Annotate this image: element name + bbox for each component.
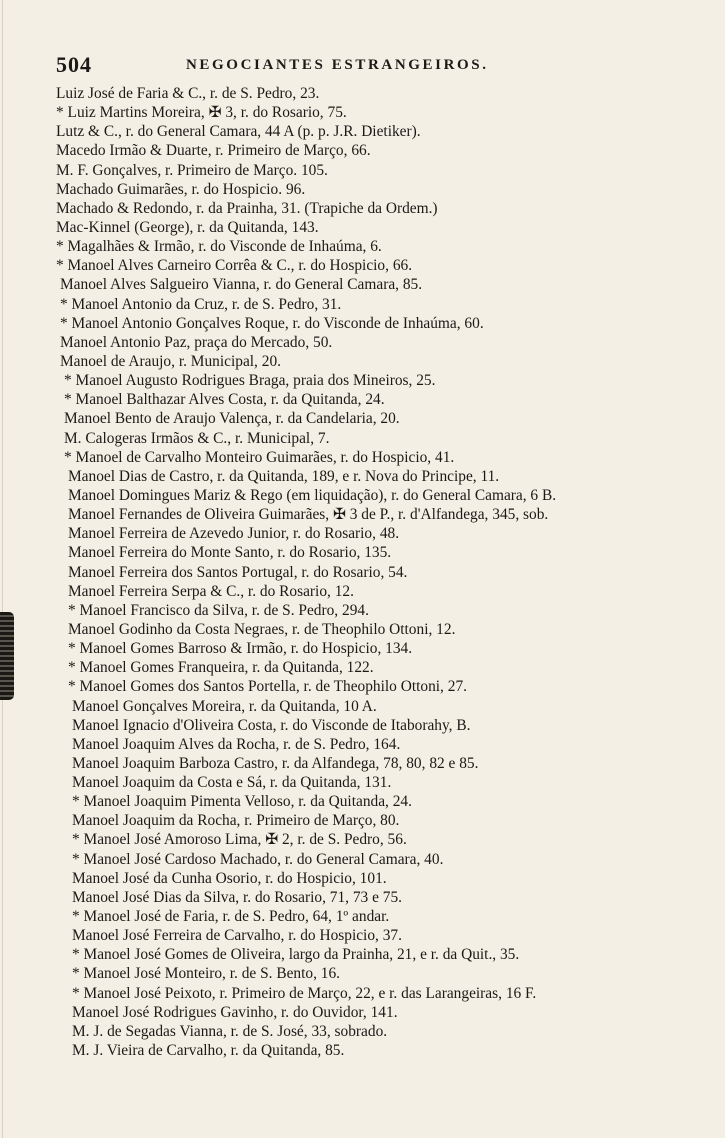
directory-entry: Manoel Gonçalves Moreira, r. da Quitanda, 10 A. [72, 697, 377, 715]
page-header [56, 52, 656, 78]
directory-entry: Manoel Fernandes de Oliveira Guimarães, ✠ 3 de P., r. d'Alfandega, 345, sob. [68, 506, 549, 524]
directory-entry: Luiz José de Faria & C., r. de S. Pedro, 23. [56, 85, 320, 102]
directory-entry: Machado Guimarães, r. do Hospicio. 96. [56, 180, 306, 198]
directory-entry: * Manoel José de Faria, r. de S. Pedro, 64, 1º andar. [72, 908, 390, 926]
directory-entry: * Manoel de Carvalho Monteiro Guimarães, r. do Hospicio, 41. [64, 448, 455, 466]
directory-entry: Manoel Joaquim da Rocha, r. Primeiro de Março, 80. [72, 812, 400, 830]
directory-entry: Macedo Irmão & Duarte, r. Primeiro de Março, 66. [56, 142, 371, 160]
directory-entry: Manoel Joaquim Alves da Rocha, r. de S. Pedro, 164. [72, 735, 401, 753]
directory-entry: * Manoel Antonio Gonçalves Roque, r. do Visconde de Inhaúma, 60. [60, 314, 484, 332]
directory-entry: * Manoel José Amoroso Lima, ✠ 2, r. de S. Pedro, 56. [72, 831, 407, 849]
directory-entry: * Manoel Gomes Franqueira, r. da Quitanda, 122. [68, 659, 374, 677]
directory-entry: Lutz & C., r. do General Camara, 44 A (p. p. J.R. Dietiker). [56, 123, 421, 141]
directory-entry: * Manoel Joaquim Pimenta Velloso, r. da Quitanda, 24. [72, 793, 412, 811]
directory-entry: Mac-Kinnel (George), r. da Quitanda, 143. [56, 218, 319, 236]
binding-edge-mark [0, 612, 14, 700]
directory-entry: * Manoel José Gomes de Oliveira, largo da Prainha, 21, e r. da Quit., 35. [72, 946, 520, 964]
directory-entry: * Manoel Gomes Barroso & Irmão, r. do Hospicio, 134. [68, 640, 413, 658]
directory-entry: Manoel Godinho da Costa Negraes, r. de Theophilo Ottoni, 12. [68, 620, 456, 638]
page-edge-rule [2, 0, 3, 1138]
page-number: 504 [56, 52, 92, 77]
directory-entry: Manoel Antonio Paz, praça do Mercado, 50. [60, 333, 333, 351]
directory-entry: Manoel Ignacio d'Oliveira Costa, r. do Visconde de Itaborahy, B. [72, 716, 471, 734]
directory-entry: * Manoel Augusto Rodrigues Braga, praia dos Mineiros, 25. [64, 372, 436, 390]
directory-entry: * Manoel José Peixoto, r. Primeiro de Março, 22, e r. das Larangeiras, 16 F. [72, 984, 537, 1002]
directory-entry: Manoel Joaquim Barboza Castro, r. da Alfandega, 78, 80, 82 e 85. [72, 754, 479, 772]
directory-entry: Manoel Ferreira do Monte Santo, r. do Rosario, 135. [68, 544, 392, 562]
directory-entry: * Manoel Francisco da Silva, r. de S. Pedro, 294. [68, 601, 369, 619]
directory-entry: Manoel José da Cunha Osorio, r. do Hospicio, 101. [72, 869, 387, 887]
directory-entry: Manoel Domingues Mariz & Rego (em liquidação), r. do General Camara, 6 B. [68, 486, 557, 504]
directory-entries [56, 84, 706, 1060]
directory-entry: Manoel Dias de Castro, r. da Quitanda, 189, e r. Nova do Principe, 11. [68, 467, 500, 485]
directory-entry: Manoel Joaquim da Costa e Sá, r. da Quitanda, 131. [72, 774, 392, 792]
directory-entry: Manoel José Ferreira de Carvalho, r. do Hospicio, 37. [72, 927, 402, 945]
running-head: NEGOCIANTES ESTRANGEIROS. [186, 57, 489, 73]
directory-entry: * Manoel José Cardoso Machado, r. do General Camara, 40. [72, 850, 444, 868]
directory-entry: * Manoel Balthazar Alves Costa, r. da Quitanda, 24. [64, 391, 385, 409]
directory-entry: Manoel Ferreira de Azevedo Junior, r. do Rosario, 48. [68, 525, 400, 543]
directory-entry: * Manoel Antonio da Cruz, r. de S. Pedro, 31. [60, 295, 342, 313]
directory-entry: M. J. Vieira de Carvalho, r. da Quitanda, 85. [72, 1042, 345, 1060]
directory-entry: * Luiz Martins Moreira, ✠ 3, r. do Rosario, 75. [56, 104, 347, 122]
directory-entry: Manoel José Dias da Silva, r. do Rosario, 71, 73 e 75. [72, 888, 403, 906]
directory-entry: * Magalhães & Irmão, r. do Visconde de Inhaúma, 6. [56, 238, 382, 256]
directory-entry: * Manoel Gomes dos Santos Portella, r. de Theophilo Ottoni, 27. [68, 678, 467, 696]
directory-entry: Manoel de Araujo, r. Municipal, 20. [60, 352, 281, 370]
directory-entry: M. F. Gonçalves, r. Primeiro de Março. 105. [56, 161, 328, 179]
directory-entry: * Manoel José Monteiro, r. de S. Bento, 16. [72, 965, 341, 983]
directory-entry: Manoel Alves Salgueiro Vianna, r. do General Camara, 85. [60, 276, 423, 294]
directory-entry: Manoel Bento de Araujo Valença, r. da Candelaria, 20. [64, 410, 400, 428]
directory-entry: Manoel Ferreira dos Santos Portugal, r. do Rosario, 54. [68, 563, 408, 581]
directory-entry: Manoel José Rodrigues Gavinho, r. do Ouvidor, 141. [72, 1003, 398, 1021]
directory-entry: M. Calogeras Irmãos & C., r. Municipal, 7. [64, 429, 330, 447]
directory-entry: Machado & Redondo, r. da Prainha, 31. (Trapiche da Ordem.) [56, 199, 438, 217]
directory-entry: * Manoel Alves Carneiro Corrêa & C., r. do Hospicio, 66. [56, 257, 413, 275]
directory-entry: Manoel Ferreira Serpa & C., r. do Rosario, 12. [68, 582, 354, 600]
directory-entry: M. J. de Segadas Vianna, r. de S. José, 33, sobrado. [72, 1022, 388, 1040]
